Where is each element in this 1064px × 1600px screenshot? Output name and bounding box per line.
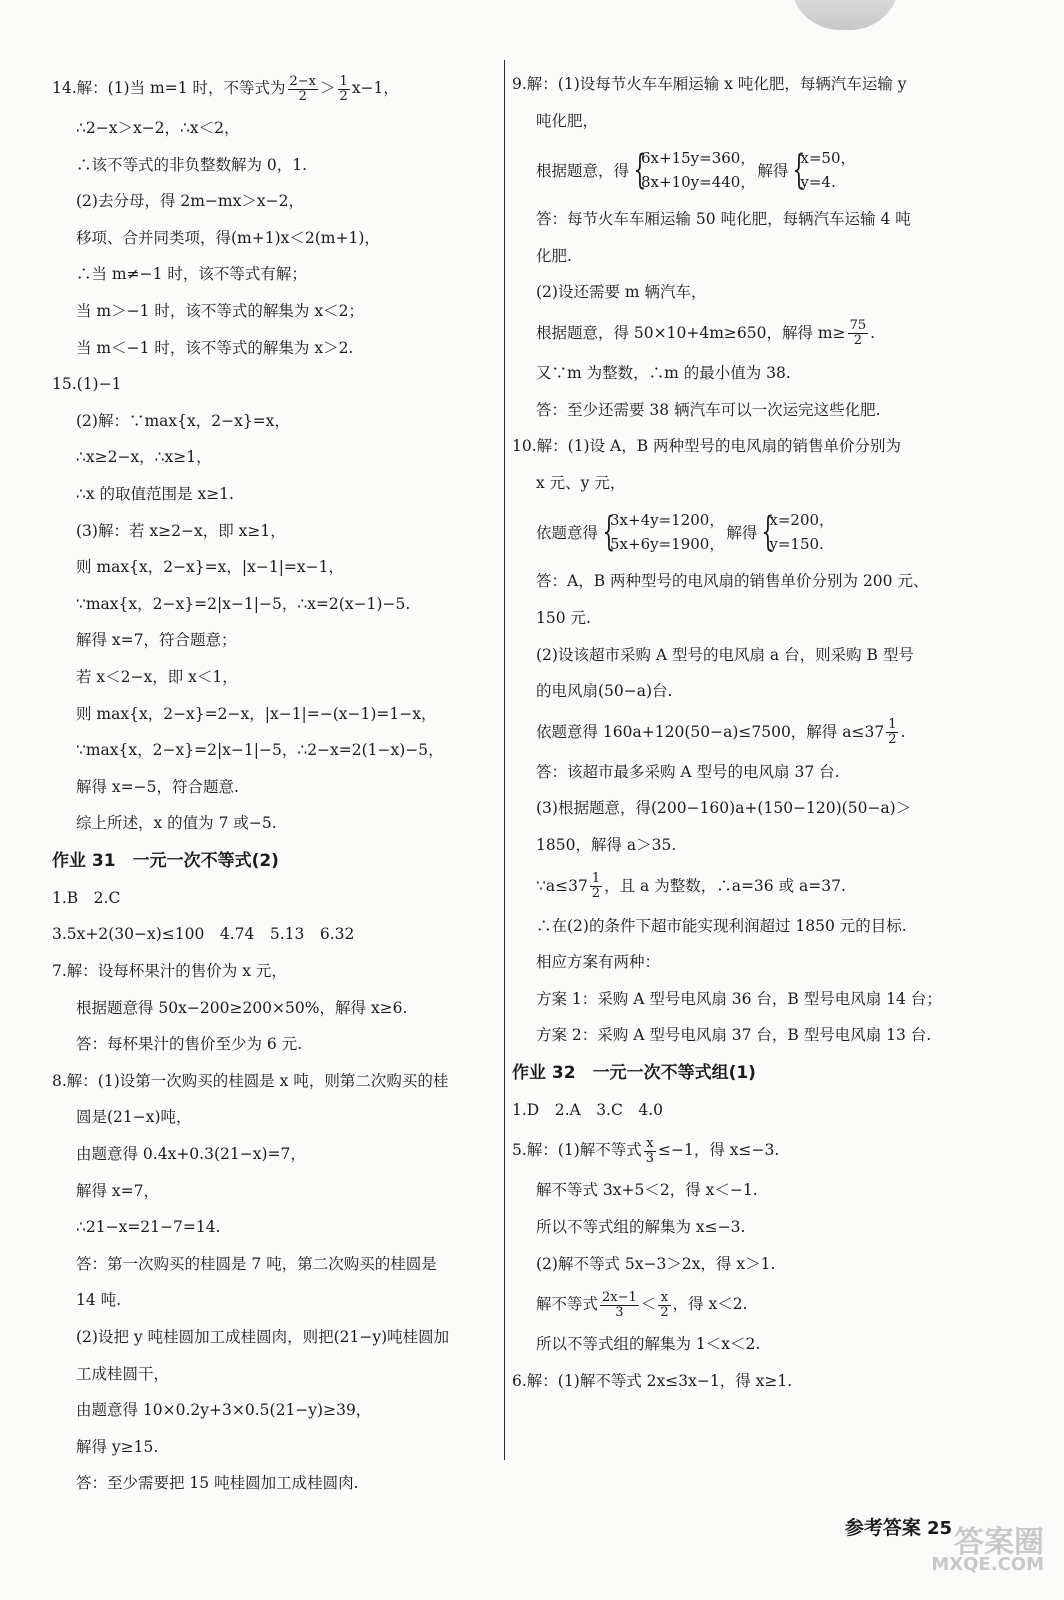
watermark-logo: 答案圈 MXQE.COM	[931, 1525, 1044, 1575]
solution-system: { x=200， y=150.	[761, 509, 835, 556]
text-line: 解得 x=−5，符合题意.	[76, 777, 239, 796]
text-line: 1.B 2.C	[52, 888, 121, 907]
text-line: 当 m＜−1 时，该不等式的解集为 x＞2.	[76, 338, 354, 357]
right-column	[512, 66, 982, 1399]
text-line: 1850，解得 a＞35.	[536, 835, 677, 854]
text-line: ∴21−x=21−7=14.	[76, 1218, 221, 1237]
text-line-with-fraction: 依题意得 160a+120(50−a)≤7500，解得 a≤37 $\frac{1}{2}$ .	[536, 717, 906, 748]
left-brace-icon: {	[792, 147, 806, 194]
fraction: $\frac{x}{2}$	[660, 1289, 669, 1320]
text-line: (2)去分母，得 2m−mx＞x−2，	[76, 192, 304, 211]
text-line: 若 x＜2−x，即 x＜1，	[76, 667, 238, 686]
text-line: ∴该不等式的非负整数解为 0，1.	[76, 155, 308, 174]
left-brace-icon: {	[602, 509, 616, 556]
text-line: 所以不等式组的解集为 x≤−3.	[536, 1218, 746, 1237]
text-line: 由题意得 0.4x+0.3(21−x)=7，	[76, 1145, 306, 1164]
text-line: ∴x≥2−x，∴x≥1，	[76, 448, 212, 467]
page-number: 25	[926, 1518, 952, 1539]
text-line: 的电风扇(50−a)台.	[536, 682, 673, 701]
fraction: $\frac{1}{2}$	[339, 73, 348, 104]
text-line: 圆是(21−x)吨，	[76, 1108, 192, 1127]
text-line: 相应方案有两种：	[536, 953, 661, 972]
text-line: 工成桂圆干，	[76, 1364, 170, 1383]
text-line: 答：至少还需要 38 辆汽车可以一次运完这些化肥.	[536, 400, 881, 419]
text-line: 方案 1：采购 A 型号电风扇 36 台，B 型号电风扇 14 台；	[536, 989, 942, 1008]
text-line-with-fraction: 解不等式 $\frac{2x-1}{3}$ ＜ $\frac{x}{2}$ ，得 x＜2.	[536, 1289, 748, 1320]
text-line: 150 元.	[536, 608, 591, 627]
text-line: 7.解：设每杯果汁的售价为 x 元，	[52, 962, 287, 981]
text-line: 14 吨.	[76, 1291, 122, 1310]
text-line: 由题意得 10×0.2y+3×0.5(21−y)≥39，	[76, 1401, 372, 1420]
left-brace-icon: {	[633, 147, 647, 194]
fraction: $\frac{75}{2}$	[849, 318, 867, 349]
text-line: 3.5x+2(30−x)≤100 4.74 5.13 6.32	[52, 925, 355, 944]
fraction: $\frac{1}{2}$	[888, 717, 897, 748]
text-line: (2)设该超市采购 A 型号的电风扇 a 台，则采购 B 型号	[536, 645, 914, 664]
text-line: (2)设把 y 吨桂圆加工成桂圆肉，则把(21−y)吨桂圆加	[76, 1328, 450, 1346]
text-line: (2)解不等式 5x−3＞2x，得 x＞1.	[536, 1254, 776, 1273]
section-heading-hw32: 作业 32 一元一次不等式组(1)	[512, 1062, 756, 1083]
text-line: ∴当 m≠−1 时，该不等式有解；	[76, 265, 307, 284]
text-line: 当 m＞−1 时，该不等式的解集为 x＜2；	[76, 301, 364, 320]
text-line: ∵max{x，2−x}=2|x−1|−5，∴2−x=2(1−x)−5，	[76, 741, 444, 760]
text-line: 答：第一次购买的桂圆是 7 吨，第二次购买的桂圆是	[76, 1254, 437, 1273]
text-line: 则 max{x，2−x}=2−x，|x−1|=−(x−1)=1−x，	[76, 704, 437, 723]
page-corner-decoration	[790, 0, 900, 30]
text-line: 解不等式 3x+5＜2，得 x＜−1.	[536, 1181, 758, 1200]
footer-label: 参考答案	[844, 1517, 921, 1539]
text-line: 移项、合并同类项，得(m+1)x＜2(m+1)，	[76, 228, 380, 247]
text-line: (2)设还需要 m 辆汽车，	[536, 283, 707, 302]
text-line: 答：至少需要把 15 吨桂圆加工成桂圆肉.	[76, 1474, 359, 1493]
text-line: 答：每杯果汁的售价至少为 6 元.	[76, 1035, 303, 1054]
text-line-with-fraction: ∵a≤37 $\frac{1}{2}$ ，且 a 为整数，∴a=36 或 a=37.	[536, 871, 846, 901]
section-heading-hw31: 作业 31 一元一次不等式(2)	[52, 850, 279, 871]
text-line: 化肥.	[536, 246, 572, 265]
solution-system: { x=50， y=4.	[792, 147, 856, 194]
text-line: (3)解：若 x≥2−x，即 x≥1，	[76, 521, 286, 540]
text-line: 1.D 2.A 3.C 4.0	[512, 1100, 663, 1119]
text-line: ∴2−x＞x−2，∴x＜2，	[76, 119, 240, 137]
text-line: x 元、y 元，	[536, 473, 626, 492]
text-line: 9.解：(1)设每节火车车厢运输 x 吨化肥，每辆汽车运输 y	[512, 75, 907, 93]
fraction: $\frac{2x-1}{3}$	[602, 1289, 637, 1320]
text-line: 综上所述，x 的值为 7 或−5.	[76, 814, 277, 833]
text-line: 答：该超市最多采购 A 型号的电风扇 37 台.	[536, 762, 840, 781]
text-line: (3)根据题意，得(200−160)a+(150−120)(50−a)＞	[536, 799, 912, 818]
equation-system-line: 依题意得 { 3x+4y=1200， 5x+6y=1900， 解得 { x=200， y=150.	[536, 509, 835, 556]
text-line: 答：A，B 两种型号的电风扇的销售单价分别为 200 元、	[536, 572, 929, 591]
text-line: 6.解：(1)解不等式 2x≤3x−1，得 x≥1.	[512, 1371, 793, 1390]
fraction: $\frac{1}{2}$	[591, 871, 601, 901]
text-line: 所以不等式组的解集为 1＜x＜2.	[536, 1335, 761, 1354]
text-line: 解得 x=7，符合题意；	[76, 631, 237, 650]
text-line-with-fraction: 根据题意，得 50×10+4m≥650，解得 m≥ $\frac{75}{2}$ .	[536, 318, 876, 349]
text-line: (2)解：∵max{x，2−x}=x，	[76, 411, 290, 430]
text-line: 解得 x=7，	[76, 1181, 160, 1200]
q14-line-1: 14.解：(1)当 m=1 时，不等式为 $\frac{2-x}{2}$ ＞ $\frac{1}{2}$ x−1，	[52, 73, 399, 104]
text-line: 答：每节火车车厢运输 50 吨化肥，每辆汽车运输 4 吨	[536, 210, 911, 229]
text-line: 根据题意得 50x−200≥200×50%，解得 x≥6.	[76, 998, 408, 1017]
left-column	[52, 66, 500, 1502]
text-line: 10.解：(1)设 A，B 两种型号的电风扇的销售单价分别为	[512, 437, 902, 456]
fraction: $\frac{x}{3}$	[645, 1135, 655, 1166]
equation-system: { 6x+15y=360， 8x+10y=440，	[633, 147, 756, 194]
text-line: ∴在(2)的条件下超市能实现利润超过 1850 元的目标.	[536, 916, 907, 935]
column-divider	[504, 60, 505, 1460]
left-brace-icon: {	[761, 509, 775, 556]
text-line: 吨化肥，	[536, 111, 599, 130]
text-line: 则 max{x，2−x}=x，|x−1|=x−1，	[76, 558, 345, 577]
text-line: 方案 2：采购 A 型号电风扇 37 台，B 型号电风扇 13 台.	[536, 1026, 932, 1045]
equation-system: { 3x+4y=1200， 5x+6y=1900，	[602, 509, 725, 556]
text-line: ∴x 的取值范围是 x≥1.	[76, 484, 234, 503]
text-line: 解得 y≥15.	[76, 1437, 159, 1456]
equation-system-line: 根据题意，得 { 6x+15y=360， 8x+10y=440， 解得 { x=50， y=4.	[536, 147, 856, 194]
text-line-with-fraction: 5.解：(1)解不等式 $\frac{x}{3}$ ≤−1，得 x≤−3.	[512, 1135, 780, 1166]
text-line: 又∵m 为整数，∴m 的最小值为 38.	[536, 363, 791, 382]
fraction: $\frac{2-x}{2}$	[289, 73, 317, 104]
text-line: 8.解：(1)设第一次购买的桂圆是 x 吨，则第二次购买的桂	[52, 1071, 449, 1090]
text-line: ∵max{x，2−x}=2|x−1|−5，∴x=2(x−1)−5.	[76, 594, 411, 613]
text-line: 15.(1)−1	[52, 375, 122, 394]
